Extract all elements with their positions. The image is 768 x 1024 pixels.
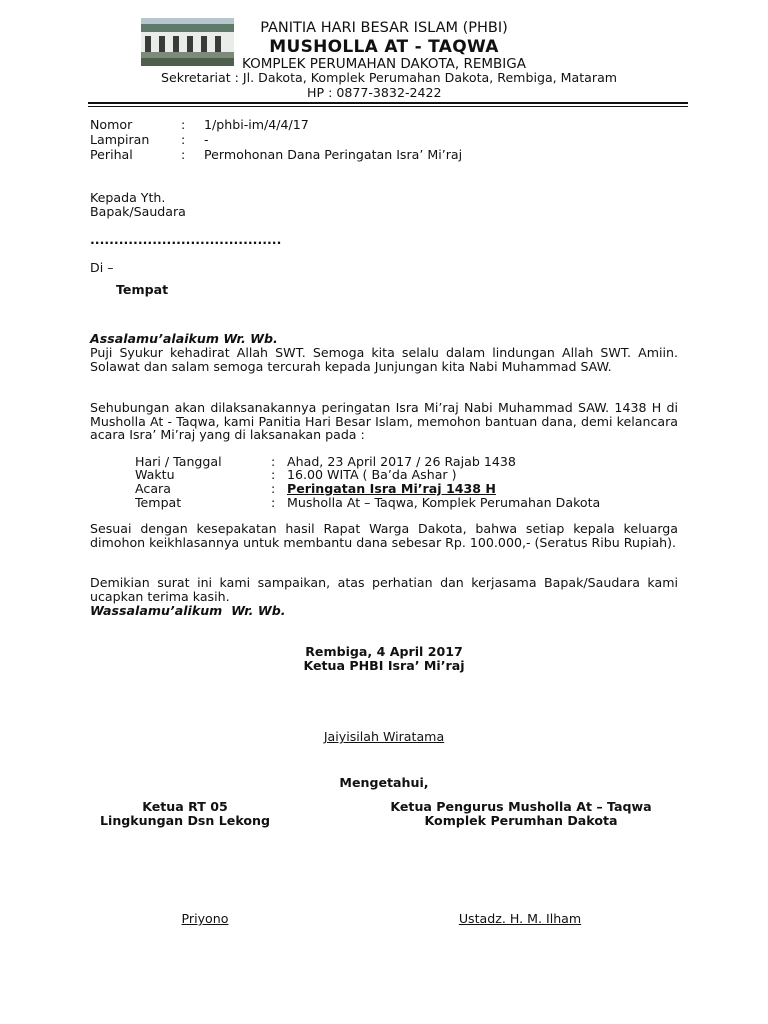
signer-role: Ketua PHBI Isra’ Mi’raj [303, 658, 465, 673]
recipient-dots: ........................................ [90, 232, 282, 247]
subject-sep: : [181, 147, 186, 162]
event-name-value: Peringatan Isra Mi’raj 1438 H [287, 481, 496, 496]
recipient-place: Tempat [116, 282, 169, 297]
event-date-sep: : [271, 454, 276, 469]
event-time-sep: : [271, 467, 276, 482]
subject-label: Perihal [90, 147, 133, 162]
recipient-di: Di – [90, 260, 114, 275]
left-signer-name: Priyono [181, 911, 229, 926]
closing-salutation: Wassalamu’alikum Wr. Wb. [90, 603, 286, 618]
attachment-sep: : [181, 132, 186, 147]
right-signer-title2: Komplek Perumhan Dakota [424, 813, 618, 828]
recipient-line1: Kepada Yth. [90, 190, 166, 205]
event-name-sep: : [271, 481, 276, 496]
secretariat-address: Sekretariat : Jl. Dakota, Komplek Perumahan Dakota, Rembiga, Mataram [161, 70, 618, 85]
number-label: Nomor [90, 117, 133, 132]
event-name-label: Acara [135, 481, 171, 496]
phone-number: HP : 0877-3832-2422 [307, 85, 442, 100]
paragraph-contribution: Sesuai dengan kesepakatan hasil Rapat Warga Dakota, bahwa setiap kepala keluarga dimohon keikhlasannya untuk membantu dana sebesar Rp. 100.000,- (Seratus Ribu Rupiah). [90, 521, 678, 550]
greeting: Assalamu’alaikum Wr. Wb. [90, 331, 278, 346]
attachment-value: - [204, 132, 209, 147]
complex-name: KOMPLEK PERUMAHAN DAKOTA, REMBIGA [242, 56, 526, 72]
subject-value: Permohonan Dana Peringatan Isra’ Mi’raj [204, 147, 463, 162]
right-signer-title1: Ketua Pengurus Musholla At – Taqwa [390, 799, 652, 814]
paragraph-closing: Demikian surat ini kami sampaikan, atas perhatian dan kerjasama Bapak/Saudara kami ucapkan terima kasih. [90, 575, 678, 604]
event-date-value: Ahad, 23 April 2017 / 26 Rajab 1438 [287, 454, 516, 469]
paragraph-purpose: Sehubungan akan dilaksanakannya peringatan Isra Mi’raj Nabi Muhammad SAW. 1438 H di Musholla At - Taqwa, kami Panitia Hari Besar Islam, memohon bantuan dana, demi kelancara acara Isra’ Mi’raj yang di laksanakan pada : [90, 400, 678, 442]
place-date: Rembiga, 4 April 2017 [305, 644, 463, 659]
number-sep: : [181, 117, 186, 132]
attachment-label: Lampiran [90, 132, 150, 147]
recipient-line2: Bapak/Saudara [90, 204, 186, 219]
committee-name: PANITIA HARI BESAR ISLAM (PHBI) [260, 20, 508, 36]
acknowledged-heading: Mengetahui, [339, 775, 429, 790]
right-signer-name: Ustadz. H. M. Ilham [458, 911, 582, 926]
event-place-label: Tempat [135, 495, 182, 510]
paragraph-opening: Puji Syukur kehadirat Allah SWT. Semoga kita selalu dalam lindungan Allah SWT. Amiin. Solawat dan salam semoga tercurah kepada Junjungan kita Nabi Muhammad SAW. [90, 345, 678, 374]
event-place-value: Musholla At – Taqwa, Komplek Perumahan Dakota [287, 495, 601, 510]
letterhead-rule-thick [88, 102, 688, 104]
left-signer-title1: Ketua RT 05 [142, 799, 228, 814]
event-time-value: 16.00 WITA ( Ba’da Ashar ) [287, 467, 457, 482]
number-value: 1/phbi-im/4/4/17 [204, 117, 309, 132]
event-date-label: Hari / Tanggal [135, 454, 222, 469]
signer-name: Jaiyisilah Wiratama [323, 729, 445, 744]
letterhead-rule-thin [88, 106, 688, 107]
left-signer-title2: Lingkungan Dsn Lekong [99, 813, 271, 828]
mosque-name: MUSHOLLA AT - TAQWA [269, 37, 499, 57]
event-place-sep: : [271, 495, 276, 510]
event-time-label: Waktu [135, 467, 175, 482]
